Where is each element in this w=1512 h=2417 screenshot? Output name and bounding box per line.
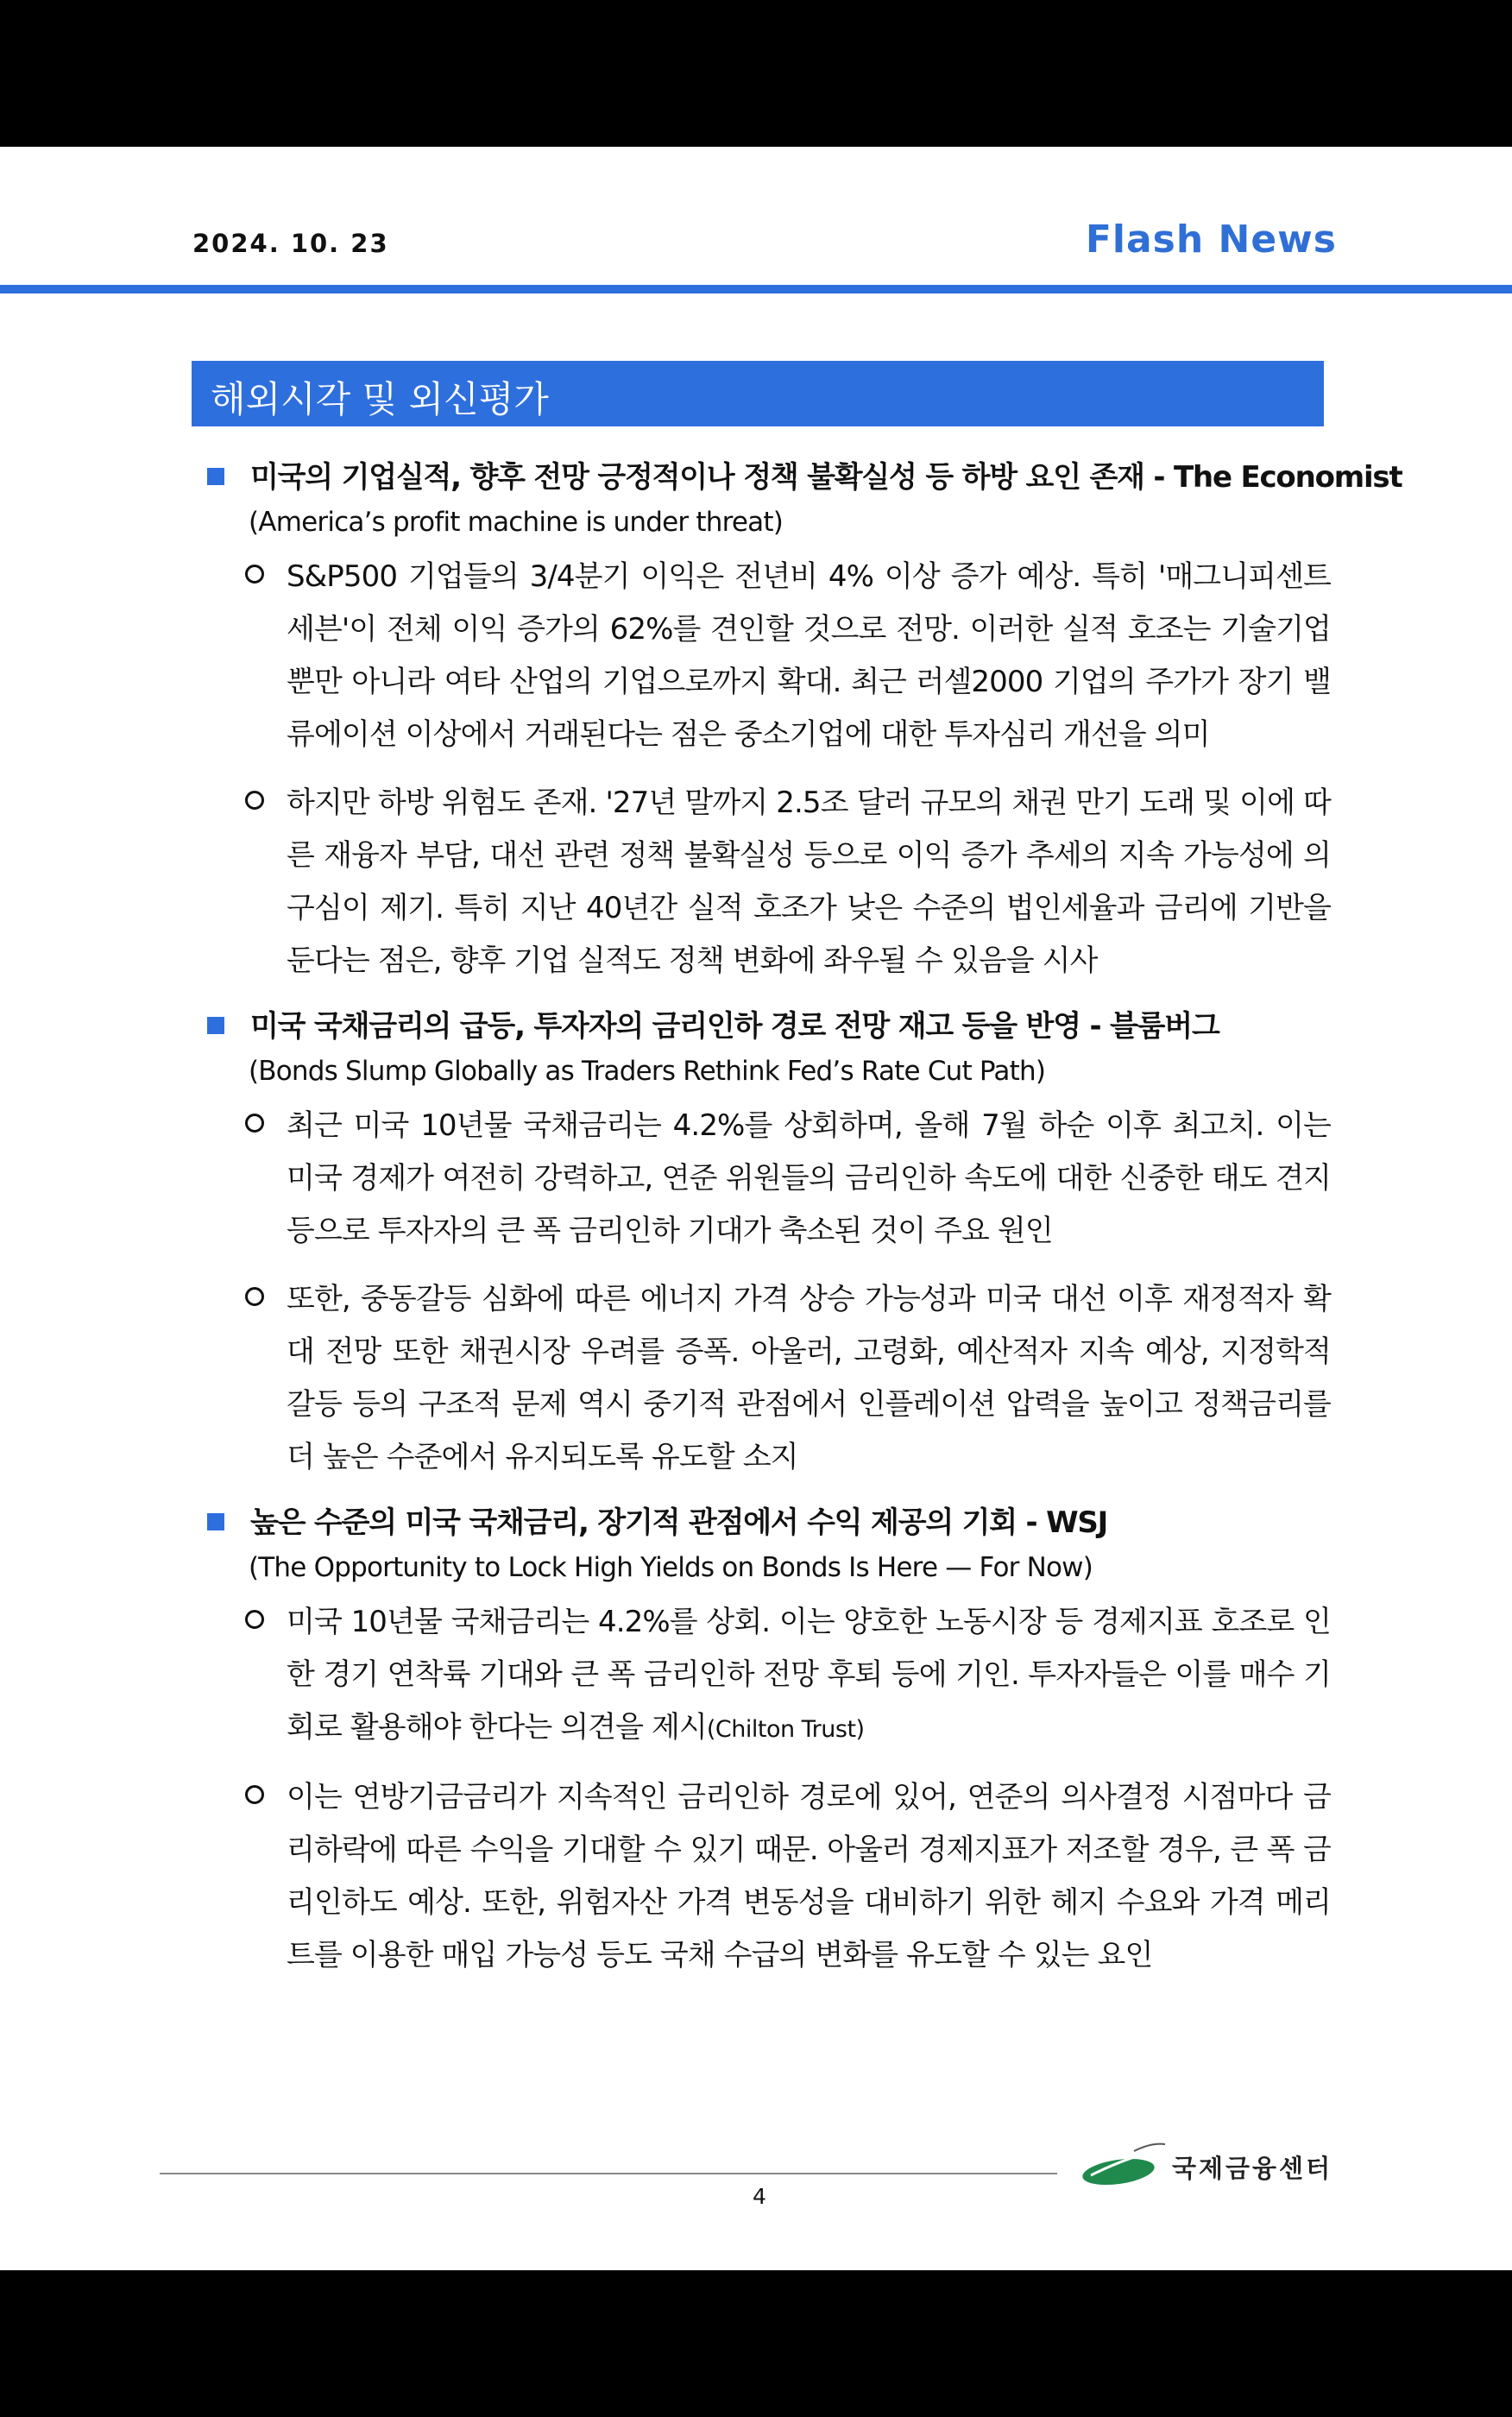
circle-bullet-icon	[245, 1785, 264, 1804]
square-bullet-icon	[207, 1017, 224, 1034]
circle-bullet-icon	[245, 1287, 264, 1306]
news-item	[200, 1005, 1331, 1484]
circle-bullet-icon	[245, 565, 264, 584]
news-bullet: S&P500 기업들의 3/4분기 이익은 전년비 4% 이상 증가 예상. 특히 '매그니피센트 세븐'이 전체 이익 증가의 62%를 견인할 것으로 전망. 이러한 실적 호조는 기술기업 뿐만 아니라 여타 산업의 기업으로까지 확대. 최근 러셀2000 기업의 주가가 장기 밸류에이션 이상에서 거래된다는 점은 중소기업에 대한 투자심리 개선을 의미	[200, 551, 1331, 761]
news-source-title: (The Opportunity to Lock High Yields on Bonds Is Here — For Now)	[249, 1552, 1093, 1583]
circle-bullet-icon	[245, 1114, 264, 1133]
footer-divider	[160, 2173, 1057, 2174]
news-headline: 미국 국채금리의 급등, 투자자의 금리인하 경로 전망 재고 등을 반영 - 블룸버그	[200, 1005, 1331, 1048]
news-bullet: 하지만 하방 위험도 존재. '27년 말까지 2.5조 달러 규모의 채권 만기 도래 및 이에 따른 재융자 부담, 대선 관련 정책 불확실성 등으로 이익 증가 추세의 지속 가능성에 의구심이 제기. 특히 지난 40년간 실적 호조가 낮은 수준의 법인세율과 금리에 기반을 둔다는 점은, 향후 기업 실적도 정책 변화에 좌우될 수 있음을 시사	[200, 777, 1331, 988]
circle-bullet-icon	[245, 791, 264, 810]
news-bullet: 이는 연방기금금리가 지속적인 금리인하 경로에 있어, 연준의 의사결정 시점마다 금리하락에 따른 수익을 기대할 수 있기 때문. 아울러 경제지표가 저조할 경우, 큰 폭 금리인하도 예상. 또한, 위험자산 가격 변동성을 대비하기 위한 헤지 수요와 가격 메리트를 이용한 매입 가능성 등도 국채 수급의 변화를 유도할 수 있는 요인	[200, 1771, 1331, 1982]
document-page	[0, 147, 1512, 2270]
news-source-title: (America’s profit machine is under threat)	[249, 507, 783, 538]
section-title: 해외시각 및 외신평가	[211, 378, 549, 420]
square-bullet-icon	[207, 1513, 224, 1530]
news-headline: 미국의 기업실적, 향후 전망 긍정적이나 정책 불확실성 등 하방 요인 존재 - The Economist	[200, 456, 1331, 499]
circle-bullet-icon	[245, 1610, 264, 1629]
square-bullet-icon	[207, 468, 224, 485]
page-number: 4	[753, 2184, 766, 2209]
bullet-source: (Chilton Trust)	[706, 1716, 865, 1743]
news-bullet: 또한, 중동갈등 심화에 따른 에너지 가격 상승 가능성과 미국 대선 이후 재정적자 확대 전망 또한 채권시장 우려를 증폭. 아울러, 고령화, 예산적자 지속 예상, 지정학적 갈등 등의 구조적 문제 역시 중기적 관점에서 인플레이션 압력을 높이고 정책금리를 더 높은 수준에서 유지되도록 유도할 소지	[200, 1273, 1331, 1484]
org-name: 국제금융센터	[1172, 2154, 1333, 2183]
header-divider	[0, 285, 1512, 293]
section-banner	[192, 361, 1324, 426]
news-bullet: 미국 10년물 국채금리는 4.2%를 상회. 이는 양호한 노동시장 등 경제지표 호조로 인한 경기 연착륙 기대와 큰 폭 금리인하 전망 후퇴 등에 기인. 투자자들은 이를 매수 기회로 활용해야 한다는 의견을 제시(Chilton Trust)	[200, 1596, 1331, 1756]
news-item	[200, 1501, 1331, 1982]
news-headline: 높은 수준의 미국 국채금리, 장기적 관점에서 수익 제공의 기회 - WSJ	[200, 1501, 1331, 1544]
report-date: 2024. 10. 23	[192, 229, 389, 258]
news-item	[200, 456, 1402, 988]
article-list	[200, 456, 1402, 1999]
news-source-title: (Bonds Slump Globally as Traders Rethink Fed’s Rate Cut Path)	[249, 1056, 1046, 1087]
report-title: Flash News	[1085, 218, 1337, 262]
news-bullet: 최근 미국 10년물 국채금리는 4.2%를 상회하며, 올해 7월 하순 이후 최고치. 이는 미국 경제가 여전히 강력하고, 연준 위원들의 금리인하 속도에 대한 신중한 태도 견지 등으로 투자자의 큰 폭 금리인하 기대가 축소된 것이 주요 원인	[200, 1100, 1331, 1258]
